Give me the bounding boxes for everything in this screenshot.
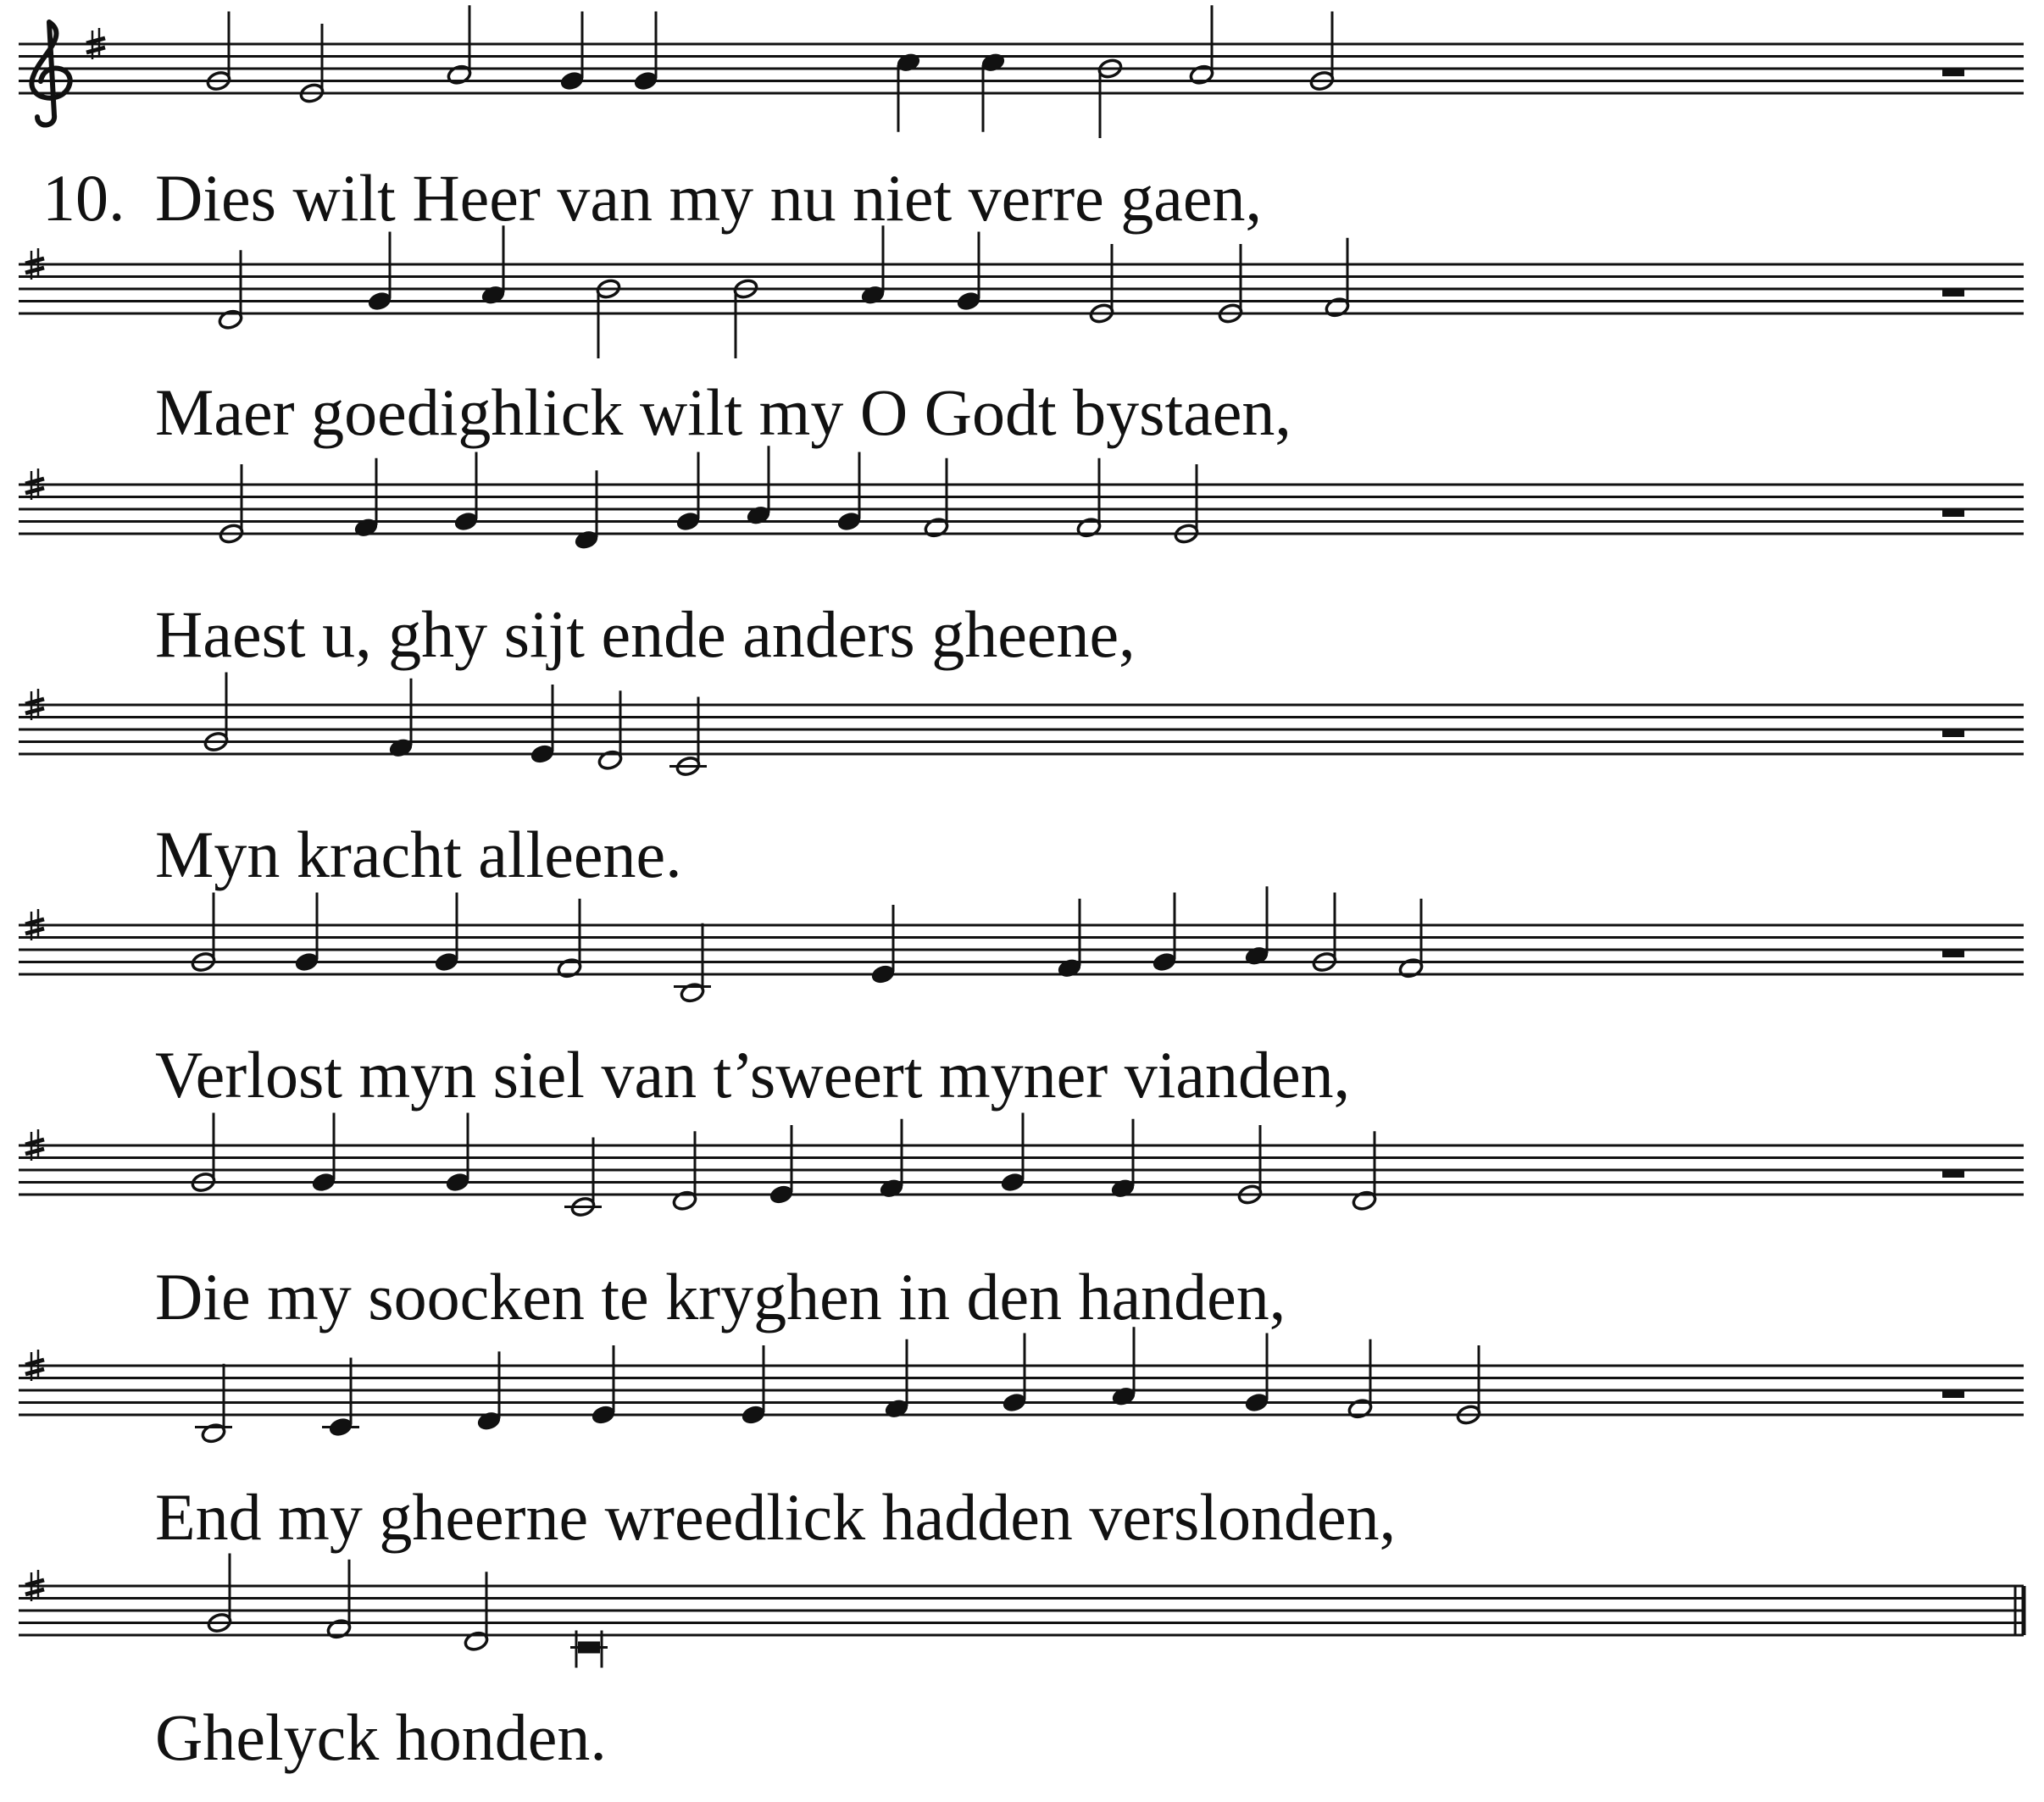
- half-rest: [1942, 289, 1964, 297]
- lyric-line-8: Ghelyck honden.: [155, 1700, 607, 1774]
- half-rest: [1942, 1390, 1964, 1398]
- half-rest: [1942, 509, 1964, 517]
- half-rest: [1942, 729, 1964, 737]
- longa-note: [578, 1642, 600, 1654]
- lyric-line-1: Dies wilt Heer van my nu niet verre gaen,: [155, 161, 1263, 235]
- half-rest: [1942, 69, 1964, 76]
- half-rest: [1942, 1170, 1964, 1178]
- lyric-line-3: Haest u, ghy sijt ende anders gheene,: [155, 597, 1136, 671]
- half-rest: [1942, 950, 1964, 957]
- treble-clef-icon: [31, 22, 69, 125]
- lyric-line-4: Myn kracht alleene.: [155, 818, 682, 891]
- lyric-line-2: Maer goedighlick wilt my O Godt bystaen,: [155, 375, 1291, 449]
- lyric-line-6: Die my soocken te kryghen in den handen,: [155, 1260, 1286, 1333]
- lyric-line-7: End my gheerne wreedlick hadden verslonden,: [155, 1480, 1397, 1554]
- lyric-line-5: Verlost myn siel van t’sweert myner vianden,: [155, 1038, 1351, 1112]
- verse-number: 10.: [42, 161, 125, 235]
